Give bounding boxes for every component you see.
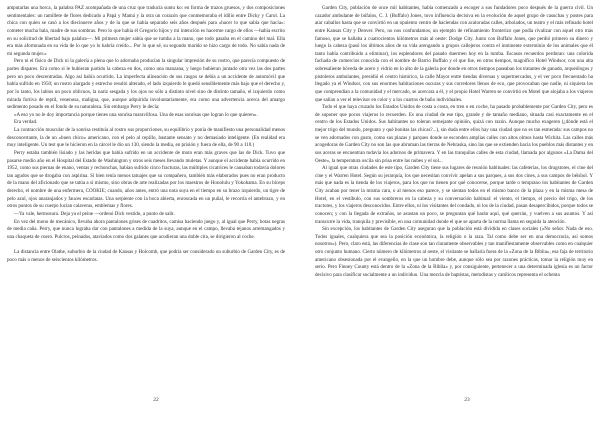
left-paragraph-8: En vez del mono de mecánico, llevaba ahora pantalones grises de cuadritos, camisa haciendo juego y, al igual que Perry, botas negras de media caña. Perry, que nunca lograba dar con pantalones a medida de la suya, aunque en el campo, llevaba tejanos arremangados y una chaqueta de cuero. Pulcros, peinados, ataviados como dos galanes que acudieran una doble cita, se dirigieron al coche.: [7, 218, 285, 240]
book-gutter: [300, 0, 301, 424]
left-paragraph-7: —Ya vale, hermosura. Deja ya el peine —ordenó Dick vestido, a punto de salir.: [14, 210, 175, 217]
right-paragraph-3: Al igual que otras ciudades de este tipo, Garden City tiene sus lugares de reunión habituales: las cafeterías, los drugstores, el cine del cine y el Warren Hotel. Según su jerarquía, los que necesitan convivir apelan a sus parques, a sus dos cines, a sus campos de béisbol. Y más que nada es la tienda de los viajeros, para los que no tienen por qué conocerse, porque tarde o temprano los habitantes de Garden City acaban por tener la misma cara, o al menos eso parece, y se sientan todos en el mismo banco de la plaza y en la misma mesa de Hotel, en el vestíbulo, con sus sombreros en la cabeza y su conversación habitual: el viento, el tiempo, el precio del trigo, de los tractores, y los viajeros desconocidos. Entre ellos, ni los visitantes del condado, ni los de la ciudad, pasan desapercibidos, porque todos se conocen; y con la llegada de extraños, se asustan un poco, se preguntan qué harán aquí, qué querrán, y vuelven a sus asuntos. Y así transcurre la vida, tranquila y previsible, en una comunidad donde el que se aparta de la norma llama en seguida la atención.: [315, 165, 593, 225]
right-paragraph-4: Sin excepción, los habitantes de Garden City aseguran que la población está dividida en clases sociales («No señor. Nada de eso. Todos iguales, cualquiera que sea la posición económica, la religión o la raza. Tal como debe ser en una democracia, así somos nosotros»). Pero, claro está, las diferencias de clase son tan claramente observables y tan manifiestamente observables como en cualquier otro conjunto humano. Cierto número de kilómetros al oeste, el visitante se hallaría fuera de la «Zona de la Biblia», esa faja de territorio americano obsesionada por el evangelio, en la que un hombre debe, aunque sólo sea por razones prácticas, tomar la religión muy en serio. Pero Finney County está dentro de la «Zona de la Biblia» y, por consiguiente, pertenecer a una determinada iglesia es un factor decisivo para clasificar socialmente a un individuo. Una mezcla de baptistas, metodistas y católicos representa el ochenta: [315, 226, 593, 278]
left-paragraph-9: La distancia entre Olathe, suburbio de la ciudad de Kansas y Holcomb, que podría ser considerado un suburbio de Garden City, es de poco más o menos de seiscientos kilómetros.: [7, 248, 285, 263]
left-paragraph-1: amputarlas una horca, la palabra PAZ acompañada de una cruz que traducía suntu ko: en forma de trazos gruesos, y dos composiciones sentimentales: un ramillete de flores dedicado a Papá y Mamá y la otra un corazón que conmemoraba el idilio entre Dicky y Carol. La chica con quien se casó a los diecinueve años y de la que se había separado seis años después para «hacer lo que sabía que hacía»: cometer mucha bala, madre de sus sombras. Pero lo que había él Gregorio hijos y mi intención es hacerme cargo de ellos —había escrito en su solicitud de libertad bajo palabra—. Mi primera mujer sabía que se tumba a la mano, que todo pasaba en el camino del mal. Ella era más afortunada en su vida de lo que yo lo habría creído... Por lo que sé, su segundo marido se hizo cargo de todo. No sabía nada de mi segunda mujer.»: [7, 5, 285, 57]
section-gap: [7, 241, 285, 249]
right-paragraph-1: Garden City, población de once mil habitantes, había comenzado a escoger a sus fundadores poco después de la guerra civil. Un cazador ambulante de búfalos, C. J. (Buffalo) Jones, tuvo influencia decisiva en la evolución de aquel grupo de casuchas y postes para atar caballos hasta que se convirtió en un opulento centro de haciendas con acaloradas calles, arbolados, un teatro y el más refinado hotel entre Kansas City y Denver. Pero, no nos confundamos, un ejemplo de refinamiento fronterizo que podía rivalizar con aquel otro más famoso, que se hallaba a cuatrocientos kilómetros más al oeste: Dodge City. Junto con Buffalo Jones, que perdió primero su dinero y luego la cabeza (pasó los últimos años de su vida arengando a grupos callejeros contra el inminente exterminio de los animales que él tanto había contribuido a eliminar), los esplendores del pasado duermen hoy en la tumba. Escasos recuerdos perduran: una colorida fachada de comercios conocida con el nombre de Barrio Buffalo y el que fue, en otros tiempos, magnífico Hotel Windsor, con una alta sobresaliente bóveda de acero y vidrio en lo alto de la galería por donde en otros tiempos paseaban los tratantes de ganado, arqueólogos y pistoleros ambulantes, presidió el centro histórico, la calle Mayor entre tiendas diversas y supermercados, y el ver poco frecuentado ha llegado ya el Windsor, con sus enormes habitaciones oscuras y sus corredores llenos de eco, que provocaban que nadie, ni siquiera los que comprendían a la comunidad y el mercado, se acercara a él, y el propio Hotel Warren se convirtió en Motel que alojaba a los viajeros que salían a ver el televisor en color y a los cuartos de baño individuales.: [315, 5, 593, 103]
left-paragraph-3: «A eso yo no le doy importancia porque tienes una sonrisa maravillosa. Una de esas sonrisas que logran lo que quieren».: [14, 111, 258, 118]
left-paragraph-4: Era verdad.: [14, 119, 38, 126]
page-number-right: 23: [464, 397, 470, 403]
right-page: [315, 5, 593, 391]
left-paragraph-5: La contracción muscular de la sonrisa restituía al rostro sus proporciones, su equilibrio y ponía de manifiesto una personalidad menos desconcertante, la de un «buen chico» americano, con el pelo al cepillo, bastante sensato y no demasiado inteligente. (En realidad era muy inteligente. Un test que le hicieron en la cárcel le dio un 130, siendo la media, en prisión y fuera de ella, de 90 a 110.): [7, 127, 285, 149]
right-paragraph-2: Todo el que haya cruzado los Estados Unidos de costa a costa, en tren o en coche, ha pasado probablemente por Garden City, pero es de suponer que pocos viajeros lo recuerden. Es una ciudad de ese tipo, grande y de tamaño mediano, situada casi exactamente en el centro de los Estados Unidos. Sus habitantes no toleran semejante opinión, quizá con razón. Aunque mucho exageren (¿dónde está el mejor trigo del mundo, pregunto y qué bonitas las chicas?...), sin duda entre ellos hay una ciudad que no es tan esmerada: sus campos no se ven adornados con gusto, como sus plazas y parques donde se esconden amplias calles con altos olmos hasta Wichita. Las calles más acogedoras de Garden City no son las que abruman las tierras de Nebraska, sino las que se extienden hacia los pueblos más distantes y en sus aceras se encuentran todavía los adornos de primavera. Y en las tranquilas calles de esta ciudad, llamada por algunos «La Dama del Oeste», la temperatura oscila sin prisa entre las nubes y el sol...: [315, 104, 593, 164]
left-paragraph-2: Pero ni el físico de Dick ni la galería a plena que lo adornaba producían la singular impresión de su rostro, que parecía compuesto de partes dispares. Era como si le hubieran partido la cabeza en dos, como una manzana, y luego hubieran juntado otra vez las dos partes pero un poco descentradas. Algo así había ocurrido. La imperfecta alineación de sus rasgos se debía a un accidente de automóvil que había sufrido en 1950; un rostro alargado y estrecho resultó alterado, el lado izquierdo le quedó sensiblemente más bajo que el derecho y, por lo tanto, los labios un poco oblicuos, la nariz sesgada y los ojos no sólo a distinto nivel sino de distinto tamaño, el izquierdo como mirada furtiva de reptil, venenosa, maligna, que, aunque adquirida involuntariamente, era como una advertencia acerca del amargo sedimento posado en el fondo de su naturaleza. Sin embargo Perry le decía:: [7, 58, 285, 111]
page-number-left: 22: [153, 397, 159, 403]
left-paragraph-6: Perry estaba también lisiado y las heridas que había sufrido en un accidente de moto eran más graves que las de Dick. Tuvo que pasarse medio año en el Hospital del Estado de Washington y otros seis meses llevando muletas. Y aunque el accidente había ocurrido en 1952, como sus piernas de enano, ventas y rechonchas, habían sufrido cinco fracturas, las múltiples cicatrices le causaban todavía dolores tan agudos que se drogaba con aspirina. Si bien tenía menos tatuajes que su compañero, también más elaborados pues no eran producto de la mano del aficionado que se tatúa a sí mismo, sino obras de arte realizadas por los maestros de Honolulu y Yokohama. En su bíceps derecho, el nombre de una enfermera, COOKIE; cuando, años antes, entró una nota suya en el tiempo en su brazo izquierdo, un tigre de pelo azul, ojos anaranjados y fauces escarlatas. Una serpiente con la boca abierta, enroscada en un puñal, le recorría el antebrazo, y en otros puntos de su cuerpo lucían calaveras, emblemas y flores.: [7, 149, 285, 210]
left-page: [7, 5, 285, 391]
